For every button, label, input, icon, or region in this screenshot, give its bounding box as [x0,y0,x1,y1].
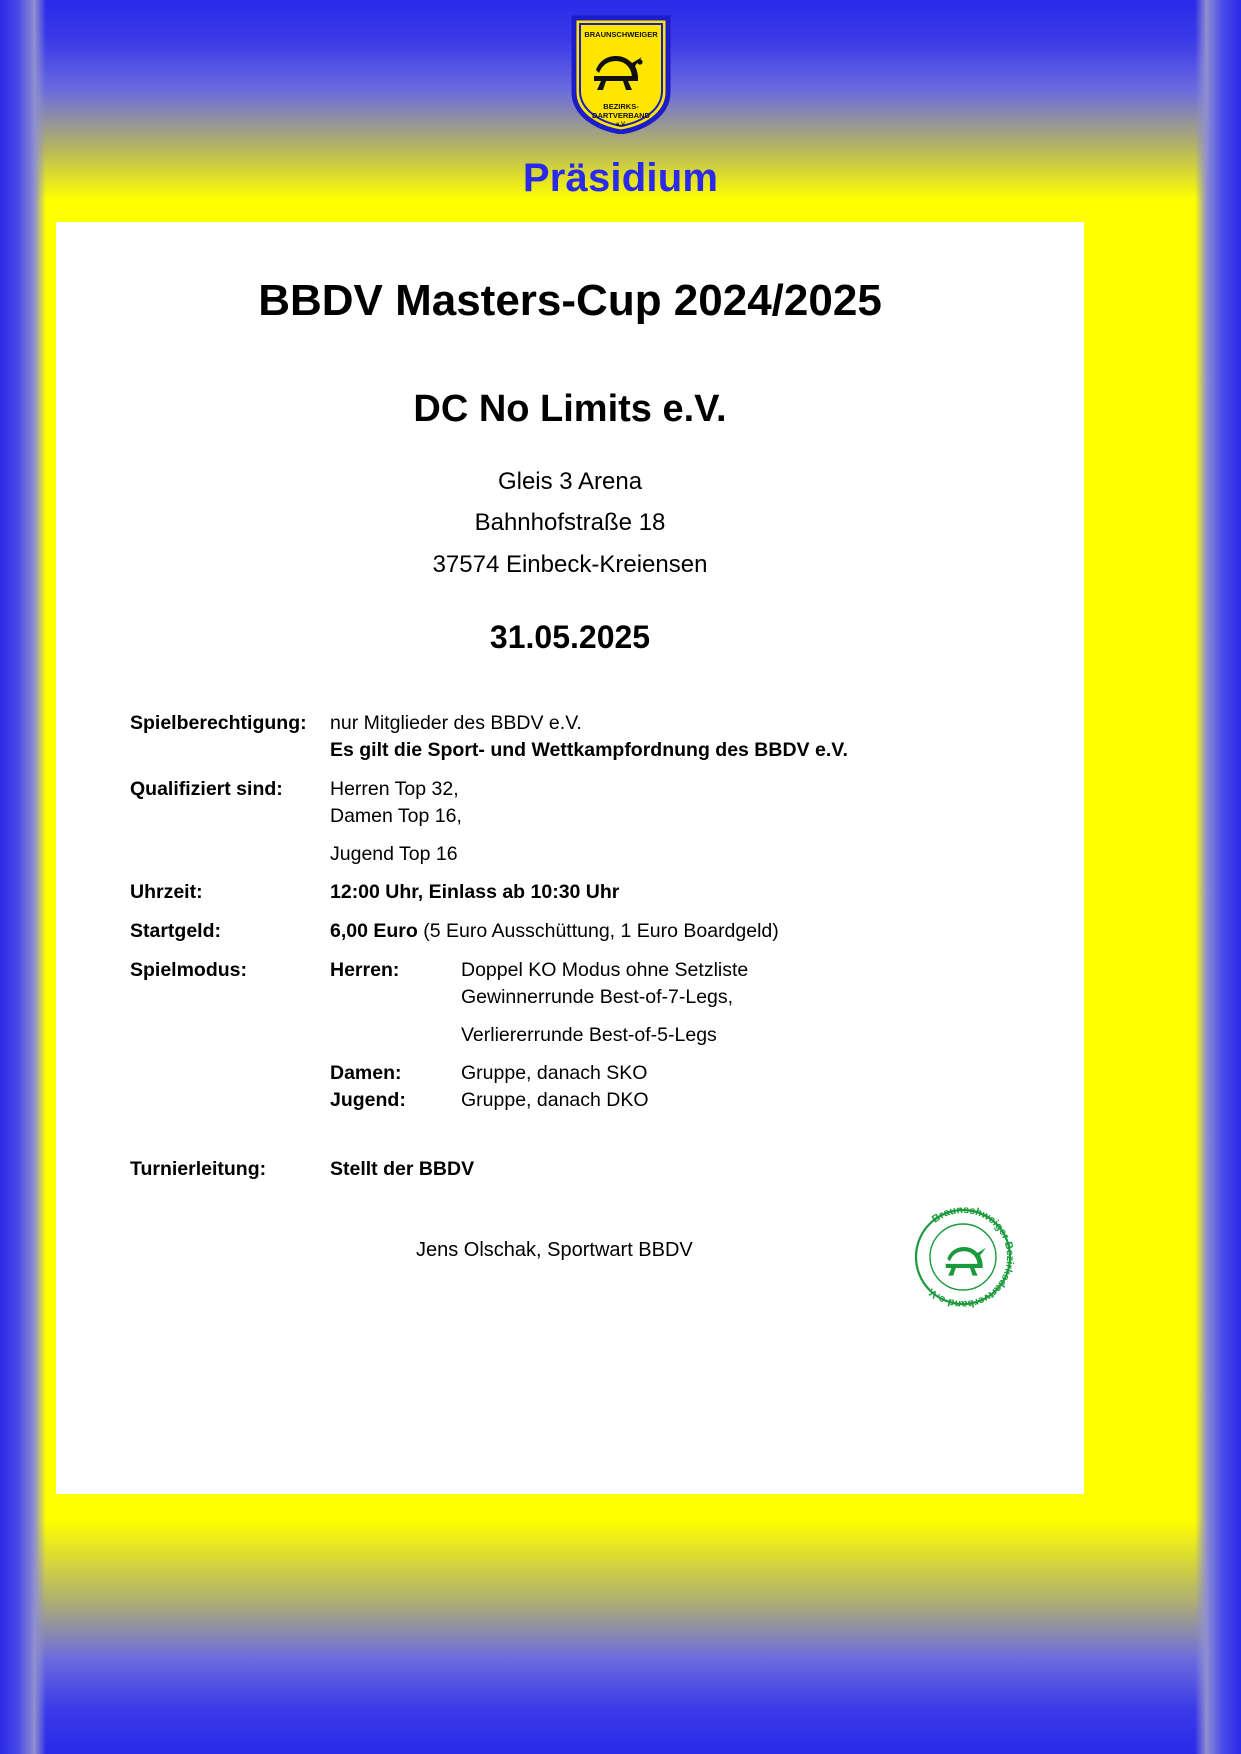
svg-text:DARTVERBAND: DARTVERBAND [591,111,650,120]
venue-city: 37574 Einbeck-Kreiensen [432,550,708,578]
row-damen [130,1062,1030,1085]
spielberechtigung-label: Spielberechtigung: [130,711,307,734]
lion-dart-crest-icon [568,14,674,134]
rules-note: Es gilt die Sport- und Wettkampfordnung des BBDV e.V. [330,738,848,761]
startgeld-label: Startgeld: [130,919,222,942]
svg-text:BRAUNSCHWEIGER: BRAUNSCHWEIGER [583,30,658,39]
verband-stamp [904,1198,1022,1316]
qualifiziert-value-3: Jugend Top 16 [330,842,458,865]
uhrzeit-value: 12:00 Uhr, Einlass ab 10:30 Uhr [330,880,620,903]
row-spielberechtigung [130,712,1030,735]
poster-header [0,0,1241,201]
herren-value-3: Verliererrunde Best-of-5-Legs [461,1023,717,1046]
startgeld-breakdown: (5 Euro Ausschüttung, 1 Euro Boardgeld) [417,919,779,942]
svg-text:Braunschweiger Bezirksdartverb: Braunschweiger Bezirksdartverband e.V. [925,1203,1017,1311]
svg-text:e.V.: e.V. [615,122,626,128]
startgeld-amount: 6,00 Euro [330,919,418,942]
herren-value-1: Doppel KO Modus ohne Setzliste [461,958,749,981]
row-spielmodus [130,959,1030,982]
jugend-label: Jugend: [330,1088,406,1111]
spielberechtigung-value: nur Mitglieder des BBDV e.V. [330,711,582,734]
venue-name: Gleis 3 Arena [497,468,643,495]
damen-value: Gruppe, danach SKO [461,1061,648,1084]
row-turnierleitung [130,1158,1030,1181]
row-jugend [130,1089,1030,1112]
row-qualifiziert [130,778,1030,801]
jugend-value: Gruppe, danach DKO [461,1088,649,1111]
venue-address [56,461,1084,585]
host-club: DC No Limits e.V. [413,388,727,430]
startgeld-value [330,920,1030,943]
row-startgeld [130,920,1030,943]
turnierleitung-label: Turnierleitung: [130,1157,267,1180]
bbdv-crest-logo [568,14,674,134]
document-sheet [56,222,1084,1494]
qualifiziert-label: Qualifiziert sind: [130,777,283,800]
round-green-stamp-icon [904,1198,1022,1316]
qualifiziert-value-1: Herren Top 32, [330,777,459,800]
details-block [130,712,1030,1262]
uhrzeit-label: Uhrzeit: [130,880,203,903]
herren-label: Herren: [330,958,400,981]
spielmodus-label: Spielmodus: [130,958,248,981]
herren-value-2: Gewinnerrunde Best-of-7-Legs, [461,985,734,1008]
event-date: 31.05.2025 [489,618,651,655]
damen-label: Damen: [330,1061,402,1084]
qualifiziert-value-2: Damen Top 16, [330,804,462,827]
page-title: BBDV Masters-Cup 2024/2025 [258,276,882,325]
turnierleitung-value: Stellt der BBDV [330,1157,475,1180]
row-uhrzeit [130,881,1030,904]
signature-line: Jens Olschak, Sportwart BBDV [416,1238,693,1261]
svg-text:BEZIRKS-: BEZIRKS- [602,102,639,111]
presidium-heading: Präsidium [522,156,719,200]
venue-street: Bahnhofstraße 18 [474,509,666,537]
